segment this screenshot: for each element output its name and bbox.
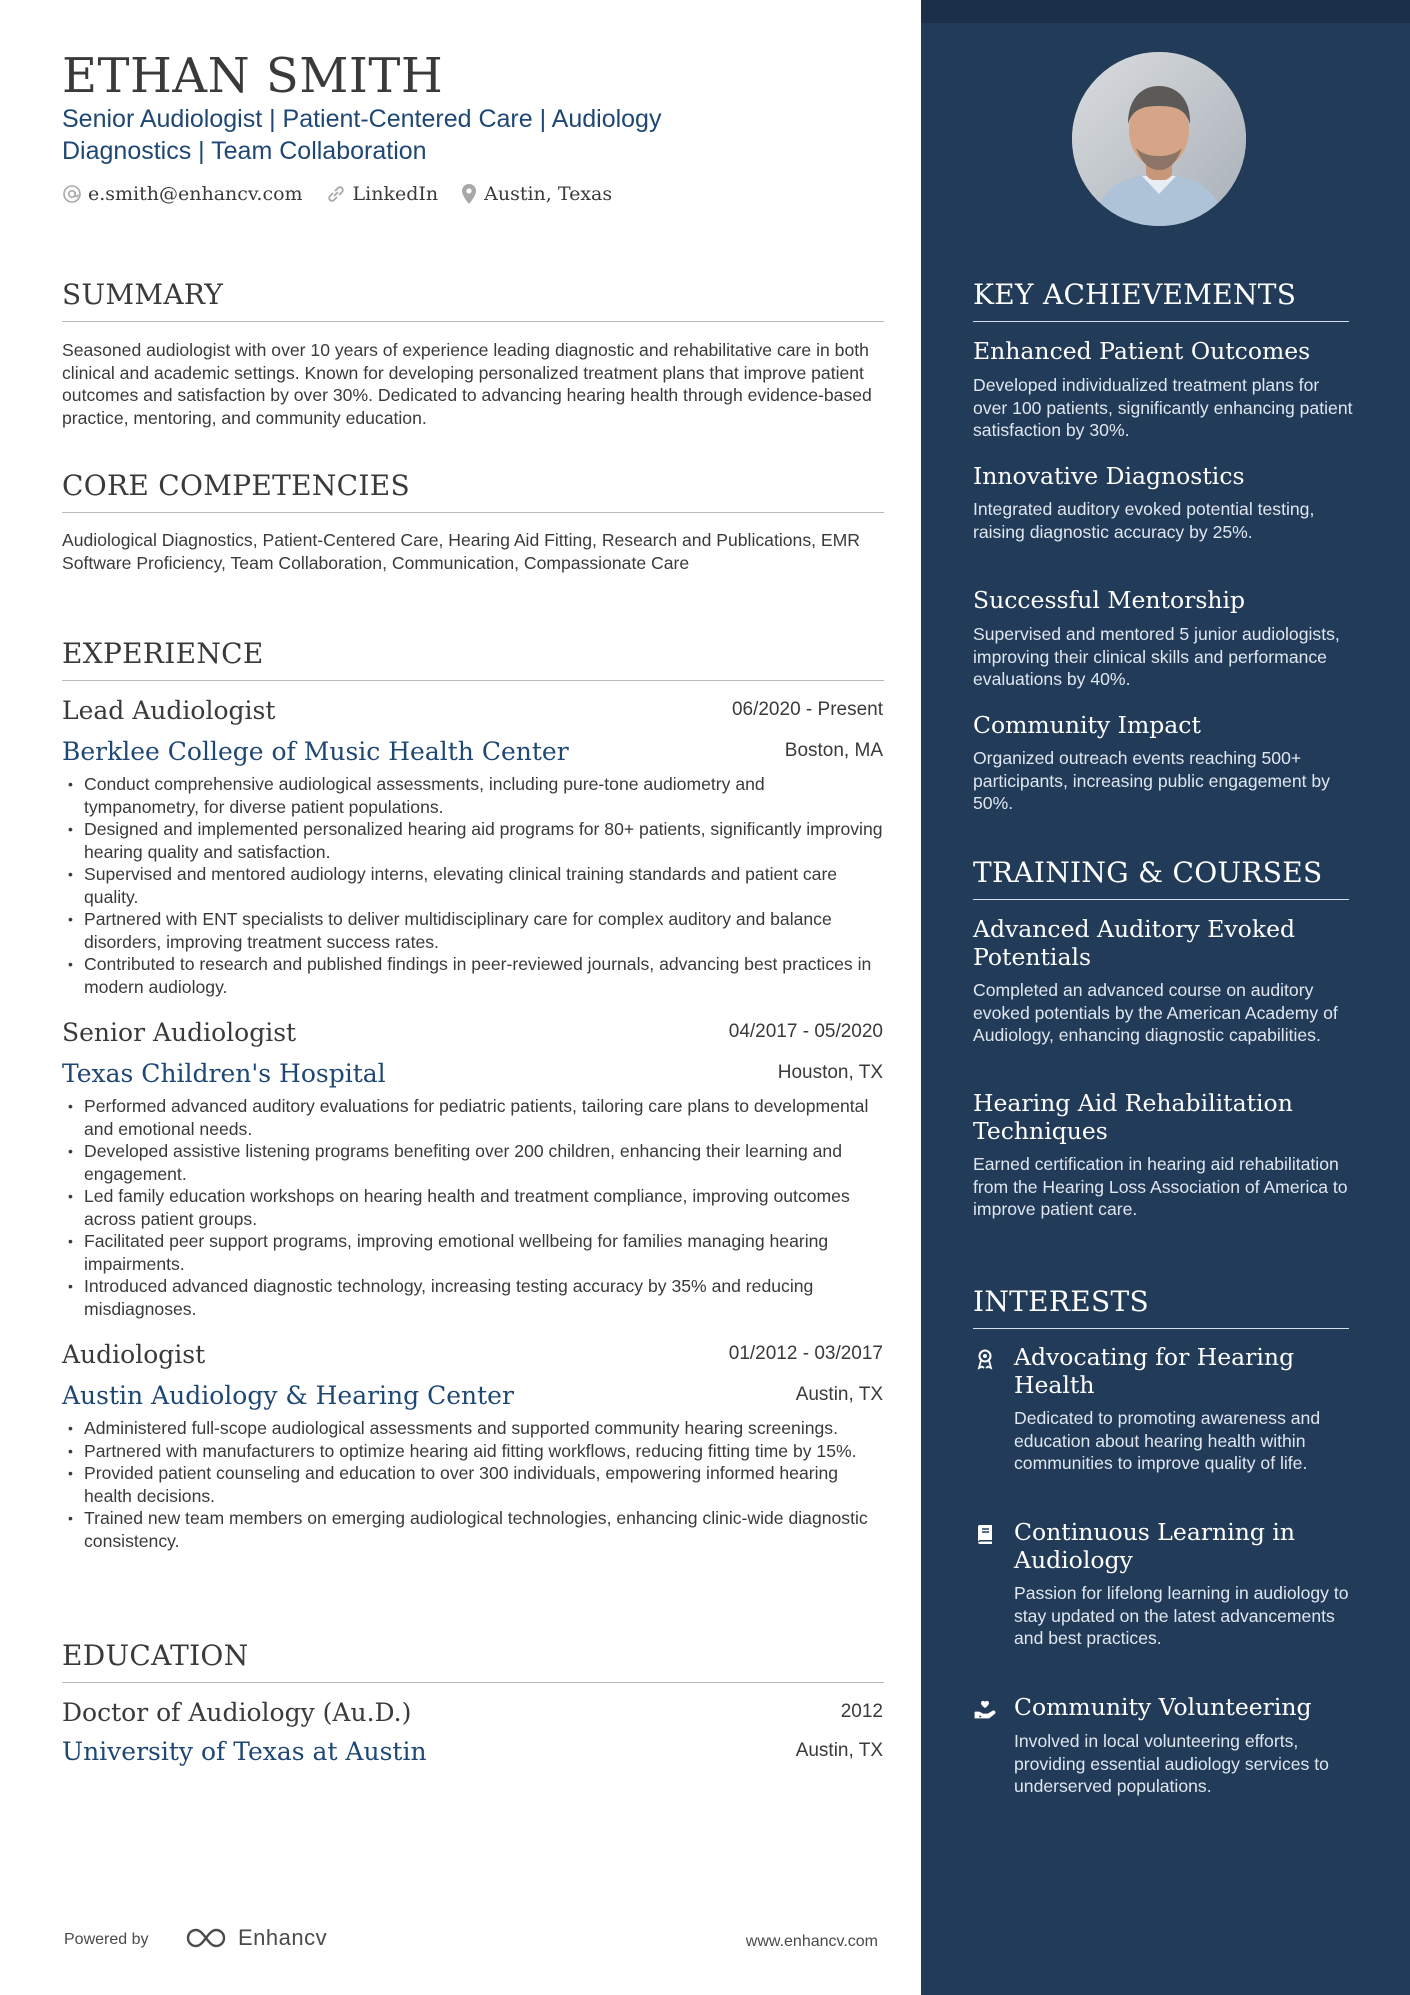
job-bullet: • Conduct comprehensive audiological assessments, including pure-tone audiometry and tympanometry, for diverse patient populations. — [62, 773, 884, 818]
job-bullet: • Led family education workshops on hearing health and treatment compliance, improving outcomes across patient groups. — [62, 1185, 884, 1230]
job-dates: 06/2020 - Present — [731, 699, 883, 720]
achievements-section-title: KEY ACHIEVEMENTS — [973, 278, 1349, 322]
course-text: Completed an advanced course on auditory evoked potentials by the American Academy of Audiology, enhancing diagnostic capabilities. — [973, 980, 1338, 1045]
course-title: Advanced Auditory Evoked Potentials — [973, 915, 1296, 971]
job-bullet: • Partnered with ENT specialists to deliver multidisciplinary care for complex auditory and balance disorders, improving treatment success rates. — [62, 908, 884, 953]
interest-title: Continuous Learning in Audiology — [1014, 1518, 1296, 1574]
footer-brand-name: Enhancv — [238, 1925, 328, 1950]
contact-location — [460, 183, 612, 205]
contact-email-text: e.smith@enhancv.com — [88, 183, 303, 205]
interest-title: Advocating for Hearing Health — [1014, 1343, 1295, 1399]
link-icon — [325, 184, 347, 204]
job-bullet: • Trained new team members on emerging audiological technologies, enhancing clinic-wide diagnostic consistency. — [62, 1507, 884, 1552]
footer-powered-by: Powered by — [64, 1931, 149, 1948]
interest-text: Involved in local volunteering efforts, providing essential audiology services to underserved populations. — [1014, 1731, 1329, 1796]
experience-section-title: EXPERIENCE — [62, 637, 884, 681]
job-bullet: • Administered full-scope audiological assessments and supported community hearing screenings. — [62, 1417, 884, 1440]
footer-brand-logo[interactable] — [184, 1925, 327, 1951]
job-bullet: • Partnered with manufacturers to optimize hearing aid fitting workflows, reducing fitting time by 15%. — [62, 1440, 884, 1463]
job-bullet: • Performed advanced auditory evaluations for pediatric patients, tailoring care plans to developmental and emotional needs. — [62, 1095, 884, 1140]
achievement-text: Supervised and mentored 5 junior audiologists, improving their clinical skills and performance evaluations by 40%. — [973, 624, 1340, 689]
contact-linkedin-text: LinkedIn — [352, 183, 439, 205]
job-dates: 04/2017 - 05/2020 — [728, 1021, 883, 1042]
job-bullets — [62, 773, 884, 998]
sidebar-top-bar — [921, 0, 1410, 23]
competencies-section-title: CORE COMPETENCIES — [62, 469, 884, 513]
candidate-name: ETHAN SMITH — [62, 48, 444, 104]
achievement-title: Successful Mentorship — [973, 586, 1246, 614]
headline: Senior Audiologist | Patient-Centered Care | Audiology Diagnostics | Team Collaboration — [62, 105, 662, 165]
at-sign-icon — [62, 184, 82, 204]
contact-bar — [62, 180, 634, 208]
interest-text: Passion for lifelong learning in audiology to stay updated on the latest advancements and best practices. — [1014, 1583, 1349, 1648]
job-title: Senior Audiologist — [62, 1018, 297, 1047]
job-bullet: • Supervised and mentored audiology interns, elevating clinical training standards and patient care quality. — [62, 863, 884, 908]
job-bullet: • Provided patient counseling and education to over 300 individuals, empowering informed hearing health decisions. — [62, 1462, 884, 1507]
course-text: Earned certification in hearing aid rehabilitation from the Hearing Loss Association of America to improve patient care. — [973, 1154, 1348, 1219]
footer-url[interactable]: www.enhancv.com — [745, 1933, 878, 1950]
education-degree: Doctor of Audiology (Au.D.) — [62, 1698, 412, 1727]
job-bullets — [62, 1095, 884, 1320]
job-title: Lead Audiologist — [62, 696, 276, 725]
achievement-text: Integrated auditory evoked potential testing, raising diagnostic accuracy by 25%. — [973, 499, 1315, 542]
competencies-text: Audiological Diagnostics, Patient-Centered Care, Hearing Aid Fitting, Research and Publications, EMR Software Proficiency, Team Collaboration, Communication, Compassionate Care — [62, 530, 860, 573]
job-title: Audiologist — [62, 1340, 206, 1369]
job-bullet: • Developed assistive listening programs benefiting over 200 children, enhancing their learning and engagement. — [62, 1140, 884, 1185]
avatar — [1072, 52, 1246, 226]
job-bullet: • Facilitated peer support programs, improving emotional wellbeing for families managing hearing impairments. — [62, 1230, 884, 1275]
job-company: Berklee College of Music Health Center — [62, 737, 569, 766]
achievement-text: Developed individualized treatment plans for over 100 patients, significantly enhancing patient satisfaction by 30%. — [973, 375, 1353, 440]
education-location: Austin, TX — [795, 1740, 883, 1761]
education-year: 2012 — [840, 1701, 883, 1722]
achievement-text: Organized outreach events reaching 500+ participants, increasing public engagement by 50%. — [973, 748, 1330, 813]
interests-section-title: INTERESTS — [973, 1285, 1349, 1329]
book-icon — [973, 1522, 997, 1546]
achievement-title: Enhanced Patient Outcomes — [973, 337, 1311, 365]
job-location: Austin, TX — [795, 1384, 883, 1405]
job-location: Boston, MA — [784, 740, 883, 761]
achievement-title: Innovative Diagnostics — [973, 462, 1245, 490]
job-bullet: • Designed and implemented personalized hearing aid programs for 80+ patients, significantly improving hearing quality and satisfaction. — [62, 818, 884, 863]
helping-hand-icon — [973, 1697, 997, 1721]
job-bullet: • Contributed to research and published findings in peer-reviewed journals, advancing best practices in modern audiology. — [62, 953, 884, 998]
contact-email[interactable] — [62, 183, 303, 205]
contact-location-text: Austin, Texas — [484, 183, 613, 205]
contact-linkedin[interactable] — [325, 183, 439, 205]
interest-title: Community Volunteering — [1014, 1693, 1312, 1721]
map-pin-icon — [460, 183, 478, 205]
award-ribbon-icon — [973, 1347, 997, 1371]
job-company: Texas Children's Hospital — [62, 1059, 386, 1088]
enhancv-logo-icon — [184, 1925, 230, 1951]
education-school: University of Texas at Austin — [62, 1737, 427, 1766]
job-location: Houston, TX — [777, 1062, 883, 1083]
job-bullets — [62, 1417, 884, 1552]
course-title: Hearing Aid Rehabilitation Techniques — [973, 1089, 1293, 1145]
job-company: Austin Audiology & Hearing Center — [62, 1381, 514, 1410]
training-section-title: TRAINING & COURSES — [973, 856, 1349, 900]
job-bullet: • Introduced advanced diagnostic technology, increasing testing accuracy by 35% and reducing misdiagnoses. — [62, 1275, 884, 1320]
achievement-title: Community Impact — [973, 711, 1201, 739]
education-section-title: EDUCATION — [62, 1639, 884, 1683]
summary-section-title: SUMMARY — [62, 278, 884, 322]
interest-text: Dedicated to promoting awareness and education about hearing health within communities to improve quality of life. — [1014, 1408, 1321, 1473]
job-dates: 01/2012 - 03/2017 — [728, 1343, 883, 1364]
summary-text: Seasoned audiologist with over 10 years of experience leading diagnostic and rehabilitative care in both clinical and academic settings. Known for developing personalized treatment plans that improve patient outcomes and satisfaction by over 30%. Dedicated to advancing hearing health through evidence-based practice, mentoring, and community education. — [62, 340, 872, 428]
profile-photo — [1072, 52, 1246, 226]
